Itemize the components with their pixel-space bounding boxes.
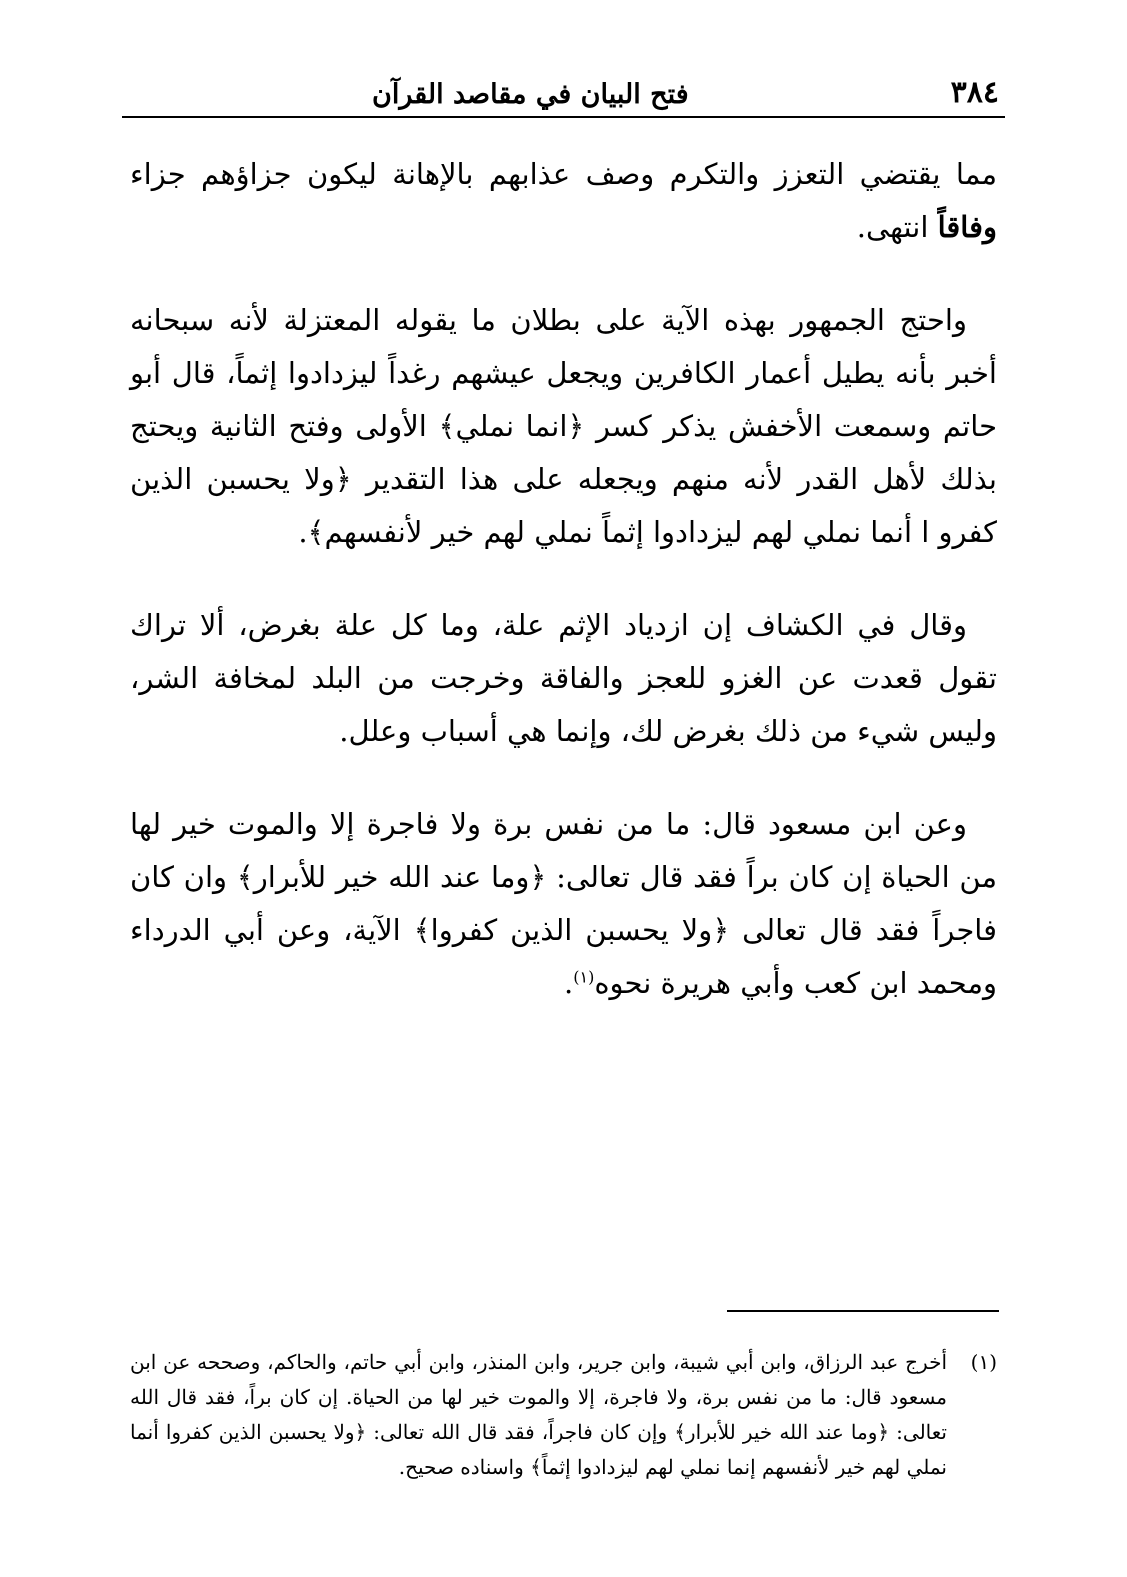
paragraph-4-text: وعن ابن مسعود قال: ما من نفس برة ولا فاجرة إلا والموت خير لها من الحياة إن كان براً فقد قال تعالى: ﴿وما عند الله خير للأبرار﴾ وان كان فاجراً فقد قال تعالى ﴿ولا يحسبن الذين كفروا﴾ الآية، وعن أبي الدرداء ومحمد ابن كعب وأبي هريرة نحوه — [130, 807, 997, 1000]
paragraph-1-text: مما يقتضي التعزز والتكرم وصف عذابهم بالإهانة ليكون جزاؤهم جزاء — [130, 157, 997, 191]
footnote-divider — [727, 1310, 999, 1312]
page-header — [122, 68, 1005, 118]
page-number: ٣٨٤ — [950, 75, 999, 110]
paragraph-4 — [130, 798, 997, 1010]
paragraph-1 — [130, 148, 997, 254]
running-title: فتح البيان في مقاصد القرآن — [372, 79, 689, 110]
paragraph-1-end: انتهى. — [856, 210, 938, 244]
footnote-mark: (١) — [970, 1350, 997, 1374]
footnotes — [130, 1345, 997, 1485]
paragraph-2: واحتج الجمهور بهذه الآية على بطلان ما يقوله المعتزلة لأنه سبحانه أخبر بأنه يطيل أعمار الكافرين ويجعل عيشهم رغداً ليزدادوا إثماً، قال أبو حاتم وسمعت الأخفش يذكر كسر ﴿انما نملي﴾ الأولى وفتح الثانية ويحتج بذلك لأهل القدر لأنه منهم ويجعله على هذا التقدير ﴿ولا يحسبن الذين كفرو ا أنما نملي لهم ليزدادوا إثماً نملي لهم خير لأنفسهم﴾. — [130, 303, 997, 549]
footnote-text: أخرج عبد الرزاق، وابن أبي شيبة، وابن جرير، وابن المنذر، وابن أبي حاتم، والحاكم، وصححه عن ابن مسعود قال: ما من نفس برة، ولا فاجرة، إلا والموت خير لها من الحياة. إن كان براً، فقد قال الله تعالى: ﴿وما عند الله خير للأبرار﴾ وإن كان فاجراً، فقد قال الله تعالى: ﴿ولا يحسبن الذين كفروا أنما نملي لهم خير لأنفسهم إنما نملي لهم ليزدادوا إثماً﴾ واسناده صحيح. — [130, 1350, 947, 1479]
footnote-1 — [130, 1345, 997, 1485]
paragraph-3: وقال في الكشاف إن ازدياد الإثم علة، وما كل علة بغرض، ألا تراك تقول قعدت عن الغزو للعجز والفاقة وخرجت من البلد لمخافة الشر، وليس شيء من ذلك بغرض لك، وإنما هي أسباب وعلل. — [130, 608, 997, 748]
footnote-reference[interactable]: (١) — [573, 967, 595, 987]
paragraph-1-bold-word: وفاقاً — [937, 210, 997, 244]
paragraph-4-end: . — [564, 966, 574, 1000]
main-text — [130, 148, 997, 1010]
